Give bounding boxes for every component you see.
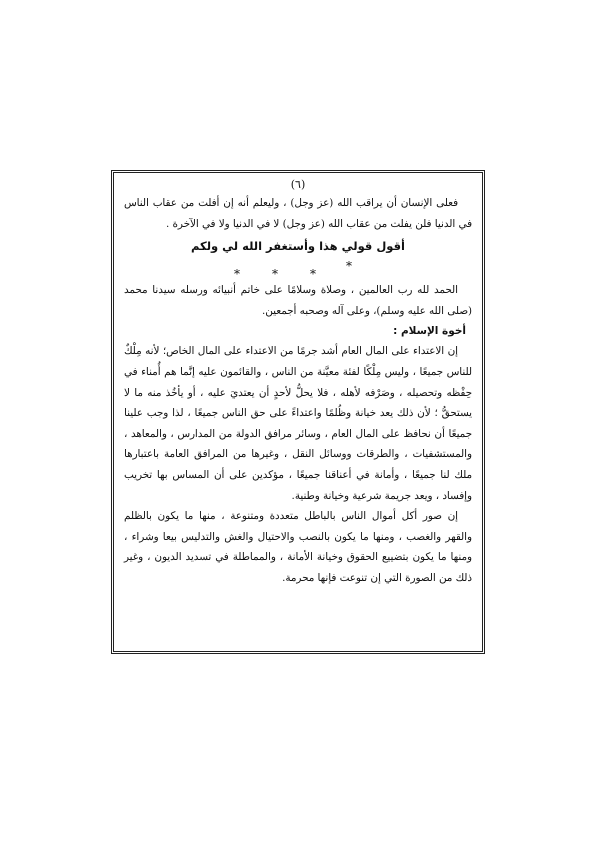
stars-divider [124, 256, 472, 280]
address-heading: أخوة الإسلام : [393, 325, 466, 338]
body-paragraph-public-wealth: إن الاعتداء على المال العام أشد جرمًا من الاعتداء على المال الخاص؛ لأنه مِلْكٌ للناس جميعًا ، وليس مِلْكًا لفئة معيَّنة من الناس ، والقائمون عليه إنَّما هم أُمناء في حِفْظه وتحصيله ، وصَرْفه لأهله ، فلا يحلُّ لأحدٍ أن يعتديَ عليه ، أو يأخُذ منه ما لا يستحقُّ ؛ لأن ذلك يعد خيانة وظُلمًا واعتداءً على حق الناس جميعًا ، لذا وجب علينا جميعًا أن نحافظ على المال العام ، وسائر مرافق الدولة من المدارس ، والمعاهد ، والمستشفيات ، والطرقات ووسائل النقل ، وغيرها من المرافق العامة باعتبارها ملك لنا جميعًا ، وأمانة في أعناقنا جميعًا ، مؤكدين على أن المساس بها تخريب وإفساد ، ويعد جريمة شرعية وخيانة وطنية. [124, 345, 472, 502]
star-mark: * [272, 267, 278, 282]
star-mark: * [346, 259, 352, 274]
closing-heading: أقول قولي هذا وأستغفر الله لي ولكم [190, 239, 405, 254]
star-mark: * [234, 267, 240, 282]
page-frame [111, 170, 485, 654]
page-number: (٦) [290, 178, 306, 191]
body-paragraph-forms-of-theft: إن صور أكل أموال الناس بالباطل متعددة ومتنوعة ، منها ما يكون بالظلم والقهر والغصب ، ومنها ما يكون بالنصب والاحتيال والغش والتدليس بيعا وشراء ، ومنها ما يكون بتضييع الحقوق وخيانة الأمانة ، والمماطلة في تسديد الديون ، وغير ذلك من الصورة التي إن تنوعت فإنها محرمة. [124, 510, 472, 584]
star-mark: * [310, 267, 316, 282]
praise-paragraph: الحمد لله رب العالمين ، وصلاة وسلامًا على خاتم أنبيائه ورسله سيدنا محمد (صلى الله عليه وسلم)، وعلى آله وصحبه أجمعين. [124, 284, 472, 317]
opening-paragraph: فعلى الإنسان أن يراقب الله (عز وجل) ، وليعلم أنه إن أفلت من عقاب الناس في الدنيا فلن يفلت من عقاب الله (عز وجل) لا في الدنيا ولا في الآخرة . [124, 197, 472, 230]
